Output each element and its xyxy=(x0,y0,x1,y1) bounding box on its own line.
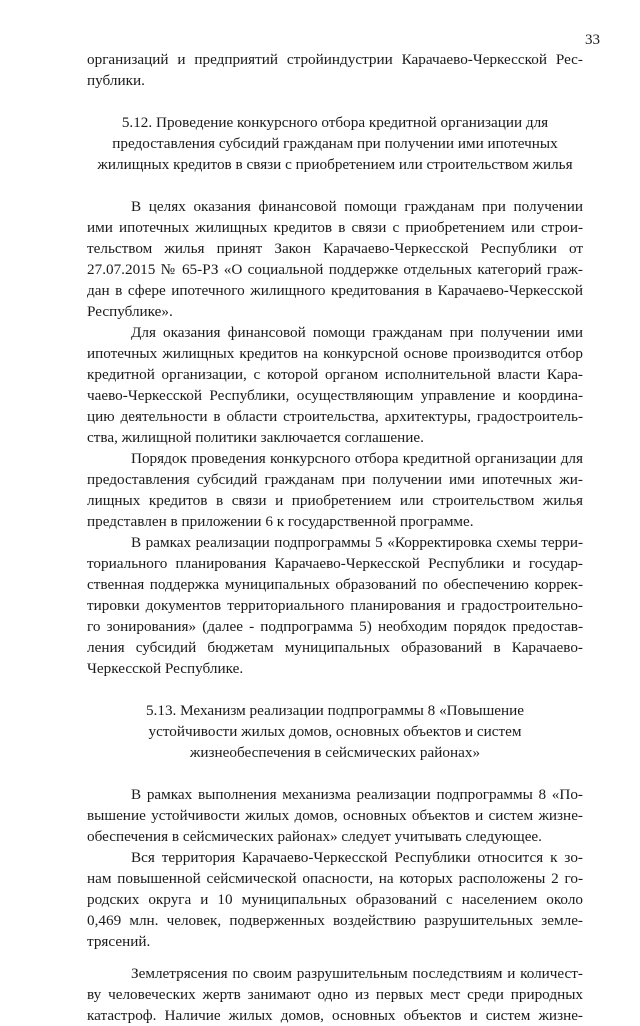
paragraph xyxy=(87,196,583,322)
paragraph-line: Вся территория Карачаево-Черкесской Республики относится к зо- xyxy=(131,849,583,866)
paragraph-line: Порядок проведения конкурсного отбора кредитной организации для xyxy=(131,450,583,467)
paragraph-line: ториального планирования Карачаево-Черкесской Республики и государ- xyxy=(87,555,583,572)
paragraph-line: родских округа и 10 муниципальных образований с населением около xyxy=(87,891,583,908)
paragraph xyxy=(87,532,583,679)
paragraph-line: ственная поддержка муниципальных образований по обеспечению коррек- xyxy=(87,576,583,593)
paragraph xyxy=(87,963,583,1026)
paragraph-line: ипотечных жилищных кредитов на конкурсной основе производится отбор xyxy=(87,345,583,362)
paragraph-line: предоставления субсидий гражданам при получении ими ипотечных жи- xyxy=(87,471,583,488)
paragraph-line: кредитной организации, с которой органом исполнительной власти Кара- xyxy=(87,366,583,383)
heading-line: жилищных кредитов в связи с приобретением или строительством жилья xyxy=(97,156,573,173)
section-heading-5-13 xyxy=(87,700,583,763)
paragraph-line: 0,469 млн. человек, подверженных воздействию разрушительных земле- xyxy=(87,912,583,929)
paragraph xyxy=(87,784,583,847)
heading-line: устойчивости жилых домов, основных объектов и систем xyxy=(148,723,522,740)
intro-line: организаций и предприятий стройиндустрии Карачаево-Черкесской Рес- xyxy=(87,51,583,68)
paragraph-line: вышение устойчивости жилых домов, основных объектов и систем жизне- xyxy=(87,807,583,824)
paragraph-line: Черкесской Республике. xyxy=(87,660,244,677)
paragraph-line: лищных кредитов в связи и приобретением или строительством жилья xyxy=(87,492,583,509)
paragraph-line: Для оказания финансовой помощи гражданам при получении ими xyxy=(131,324,583,341)
paragraph-line: В рамках реализации подпрограммы 5 «Корректировка схемы терри- xyxy=(131,534,583,551)
paragraph-line: катастроф. Наличие жилых домов, основных объектов и систем жизне- xyxy=(87,1007,583,1024)
heading-line: предоставления субсидий гражданам при получении ими ипотечных xyxy=(112,135,558,152)
paragraph-line: обеспечения в сейсмических районах» следует учитывать следующее. xyxy=(87,828,542,845)
paragraph-line: ства, жилищной политики заключается соглашение. xyxy=(87,429,424,446)
paragraph-line: В рамках выполнения механизма реализации подпрограммы 8 «По- xyxy=(131,786,583,803)
paragraph-line: трясений. xyxy=(87,933,151,950)
paragraph-line: чаево-Черкесской Республики, осуществляющим управление и координа- xyxy=(87,387,583,404)
paragraph-line: 27.07.2015 № 65-РЗ «О социальной поддержке отдельных категорий граж- xyxy=(87,261,583,278)
paragraph-line: го зонирования» (далее - подпрограмма 5) необходим порядок предостав- xyxy=(87,618,583,635)
intro-line: публики. xyxy=(87,72,145,89)
paragraph-line: Республике». xyxy=(87,303,173,320)
paragraph-line: ву человеческих жертв занимают одно из первых мест среди природных xyxy=(87,986,583,1003)
paragraph-line: нам повышенной сейсмической опасности, на которых расположены 2 го- xyxy=(87,870,583,887)
paragraph-line: Землетрясения по своим разрушительным последствиям и количест- xyxy=(131,965,583,982)
paragraph xyxy=(87,847,583,952)
paragraph-line: ими ипотечных жилищных кредитов в связи с приобретением или строи- xyxy=(87,219,583,236)
paragraph-line: дан в сфере ипотечного жилищного кредитования в Карачаево-Черкесской xyxy=(87,282,583,299)
page-content xyxy=(87,49,583,1026)
paragraph-line: представлен в приложении 6 к государственной программе. xyxy=(87,513,474,530)
paragraph xyxy=(87,322,583,448)
paragraph-line: В целях оказания финансовой помощи гражданам при получении xyxy=(131,198,583,215)
heading-line: 5.13. Механизм реализации подпрограммы 8 «Повышение xyxy=(145,702,525,719)
paragraph-line: ления субсидий бюджетам муниципальных образований в Карачаево- xyxy=(87,639,583,656)
paragraph-line: тировки документов территориального планирования и градостроительно- xyxy=(87,597,583,614)
heading-line: жизнеобеспечения в сейсмических районах» xyxy=(189,744,481,761)
heading-line: 5.12. Проведение конкурсного отбора кредитной организации для xyxy=(121,114,549,131)
paragraph-line: тельством жилья принят Закон Карачаево-Черкесской Республики от xyxy=(87,240,583,257)
section-heading-5-12 xyxy=(87,112,583,175)
paragraph-line: цию деятельности в области строительства, архитектуры, градостроитель- xyxy=(87,408,583,425)
paragraph xyxy=(87,448,583,532)
page-number: 33 xyxy=(585,32,600,48)
